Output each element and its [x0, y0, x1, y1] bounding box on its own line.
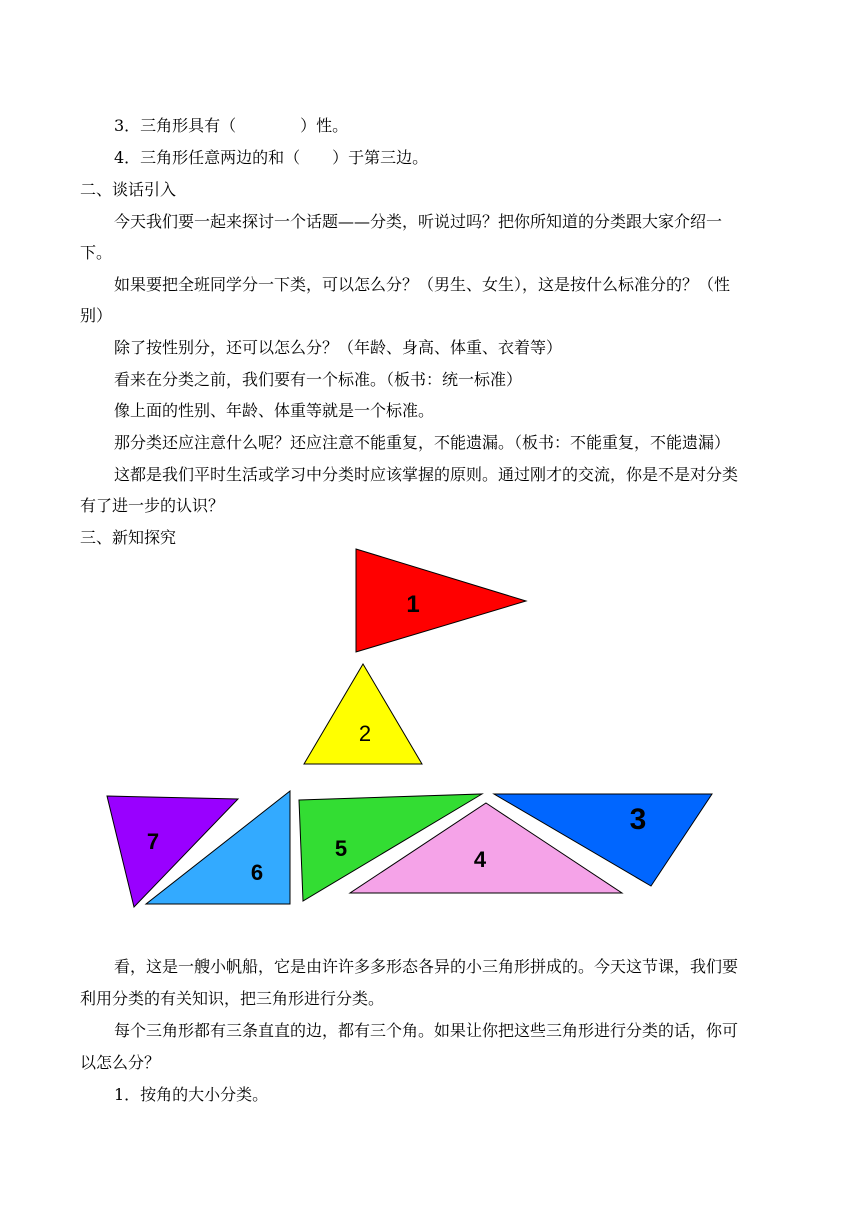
list-item-1: 1．按角的大小分类。	[114, 1085, 269, 1104]
paragraph-2-line-2: 别）	[80, 306, 113, 325]
triangle-4-label: 4	[473, 847, 487, 872]
sailboat-tangram-diagram	[0, 540, 860, 920]
triangle-6-label: 6	[250, 860, 264, 885]
question-4: 4．三角形任意两边的和（ ）于第三边。	[114, 148, 429, 167]
paragraph-4: 看来在分类之前，我们要有一个标准。（板书：统一标准）	[114, 370, 523, 389]
paragraph-8-line-2: 利用分类的有关知识，把三角形进行分类。	[80, 989, 385, 1008]
triangle-2	[304, 664, 422, 764]
paragraph-5: 像上面的性别、年龄、体重等就是一个标准。	[114, 401, 435, 420]
paragraph-9-line-1: 每个三角形都有三条直直的边，都有三个角。如果让你把这些三角形进行分类的话，你可	[114, 1021, 739, 1040]
triangle-1-label: 1	[406, 591, 420, 618]
triangle-1	[356, 549, 526, 652]
paragraph-3: 除了按性别分，还可以怎么分？（年龄、身高、体重、衣着等）	[114, 338, 563, 357]
paragraph-8-line-1: 看，这是一艘小帆船，它是由许许多多形态各异的小三角形拼成的。今天这节课，我们要	[114, 957, 739, 976]
paragraph-1-line-1: 今天我们要一起来探讨一个话题——分类，听说过吗？把你所知道的分类跟大家介绍一	[114, 212, 723, 231]
paragraph-6: 那分类还应注意什么呢？还应注意不能重复，不能遗漏。（板书：不能重复，不能遗漏）	[114, 433, 731, 452]
paragraph-1-line-2: 下。	[80, 243, 113, 262]
paragraph-2-line-1: 如果要把全班同学分一下类，可以怎么分？（男生、女生），这是按什么标准分的？（性	[114, 275, 731, 294]
question-3: 3．三角形具有（ ）性。	[114, 116, 349, 135]
paragraph-9-line-2: 以怎么分？	[80, 1053, 161, 1072]
section-heading-explore: 三、新知探究	[80, 528, 177, 547]
triangle-3-label: 3	[629, 803, 647, 836]
section-heading-intro: 二、谈话引入	[80, 180, 177, 199]
triangle-5-label: 5	[334, 836, 348, 861]
paragraph-7-line-1: 这都是我们平时生活或学习中分类时应该掌握的原则。通过刚才的交流，你是不是对分类	[114, 465, 739, 484]
triangle-2-label: 2	[358, 721, 372, 746]
triangle-7-label: 7	[146, 829, 160, 854]
paragraph-7-line-2: 有了进一步的认识？	[80, 496, 225, 515]
